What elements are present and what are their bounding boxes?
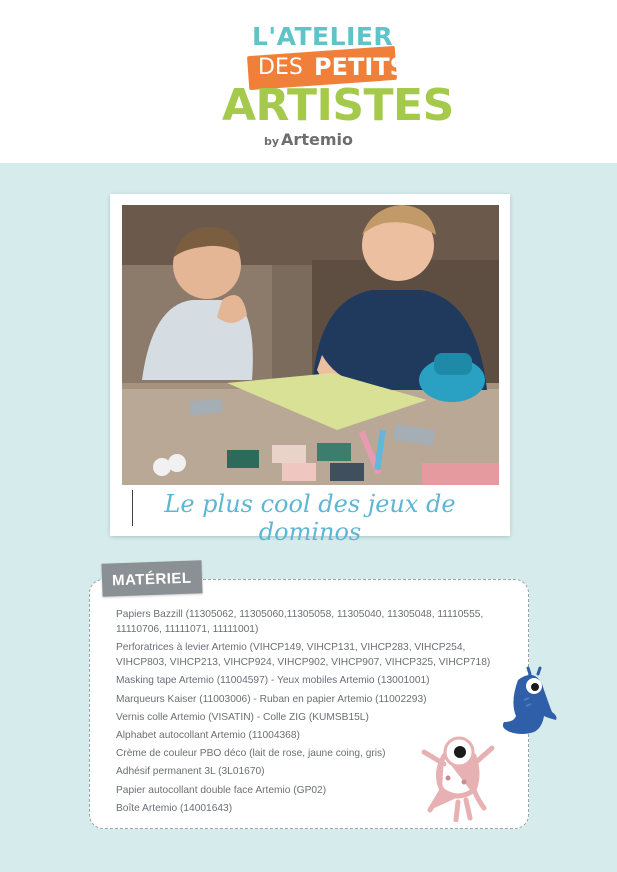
materials-item: Vernis colle Artemio (VISATIN) - Colle ZIG (KUMSB15L) [116,711,369,723]
materials-item: Adhésif permanent 3L (3L01670) [116,766,265,778]
kids-photo-illustration [122,205,499,485]
header [0,0,617,163]
logo-by: by [264,135,280,148]
materials-item: Masking tape Artemio (11004597) - Yeux mobiles Artemio (13001001) [116,675,430,687]
photo-frame [110,194,510,546]
kids-photo [122,205,499,485]
materials-item: Boîte Artemio (14001643) [116,802,233,814]
logo-line-2b: PETITS [314,53,407,81]
materials-item: Papier autocollant double face Artemio (GP02) [116,784,327,796]
materials-item: Alphabet autocollant Artemio (11004368) [116,729,300,741]
logo-line-2a: DES [258,55,303,80]
materials-item: Crème de couleur PBO déco (lait de rose, jaune coing, gris) [116,748,386,760]
blue-monster-illustration [496,666,562,738]
materials-title: MATÉRIEL [101,560,202,596]
photo-caption: Le plus cool des jeux de dominos [164,490,456,546]
materials-item: Perforatrices à levier Artemio (VIHCP149, VIHCP131, VIHCP283, VIHCP254, VIHCP803, VIHCP213, VIHCP924, VIHCP902, VIHCP907, VIHCP325, VIHCP718) [116,642,491,669]
pink-monster-illustration [418,730,496,822]
logo-brand [264,132,353,148]
materials-item: Papiers Bazzill (11305062, 11305060,11305058, 11305040, 11305048, 11110555, 11110706, 11111071, 11111001) [116,609,484,635]
logo-brand-name: Artemio [281,130,353,149]
materials-item: Marqueurs Kaiser (11003006) - Ruban en papier Artemio (11002293) [116,693,427,705]
atelier-logo [218,18,454,156]
logo-line-1: L'ATELIER [252,22,394,51]
logo-line-3: ARTISTES [222,80,454,131]
